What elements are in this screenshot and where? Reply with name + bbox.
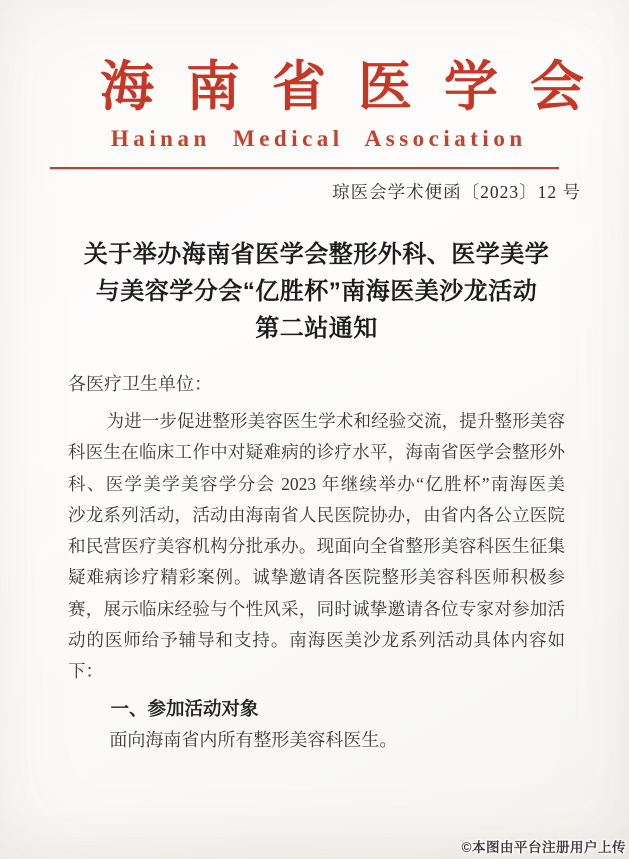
body-line: 下： (68, 661, 103, 682)
section-1-body: 面向海南省内所有整形美容科医生。 (109, 729, 398, 750)
section-1-heading: 一、参加活动对象 (110, 697, 259, 719)
body-line: 为进一步促进整形美容医生学术和经验交流，提升整形美容 (106, 411, 565, 431)
body-paragraph (68, 406, 565, 688)
document-title-line-1: 关于举办海南省医学会整形外科、医学美学 (83, 241, 550, 268)
document-number: 琼医会学术便函〔2023〕12 号 (332, 182, 581, 202)
document-title-line-3: 第二站通知 (255, 315, 378, 342)
org-name-english: Hainan Medical Association (110, 126, 527, 151)
body-line: 科、医学美学美容学分会 2023 年继续举办“亿胜杯”南海医美 (68, 473, 565, 494)
document-title (68, 236, 565, 347)
body-line: 赛，展示临床经验与个性风采，同时诚挚邀请各位专家对参加活 (68, 598, 565, 619)
org-name-chinese: 海南省医学会 (100, 57, 616, 117)
body-line: 沙龙系列活动，活动由海南省人民医院协办，由省内各公立医院 (68, 504, 565, 525)
body-line: 疑难病诊疗精彩案例。诚挚邀请各医院整形美容科医师积极参 (68, 567, 565, 588)
document-title-line-2: 与美容学分会“亿胜杯”南海医美沙龙活动 (95, 278, 538, 305)
body-line: 科医生在临床工作中对疑难病的诊疗水平，海南省医学会整形外 (68, 442, 565, 463)
letterhead (68, 52, 616, 204)
body-line: 动的医师给予辅导和支持。南海医美沙龙系列活动具体内容如 (68, 630, 565, 651)
platform-upload-watermark: ©本图由平台注册用户上传 (461, 840, 626, 855)
letterhead-divider (50, 167, 559, 169)
body-line: 和民营医疗美容机构分批承办。现面向全省整形美容科医生征集 (68, 536, 565, 557)
salutation: 各医疗卫生单位： (68, 374, 212, 394)
